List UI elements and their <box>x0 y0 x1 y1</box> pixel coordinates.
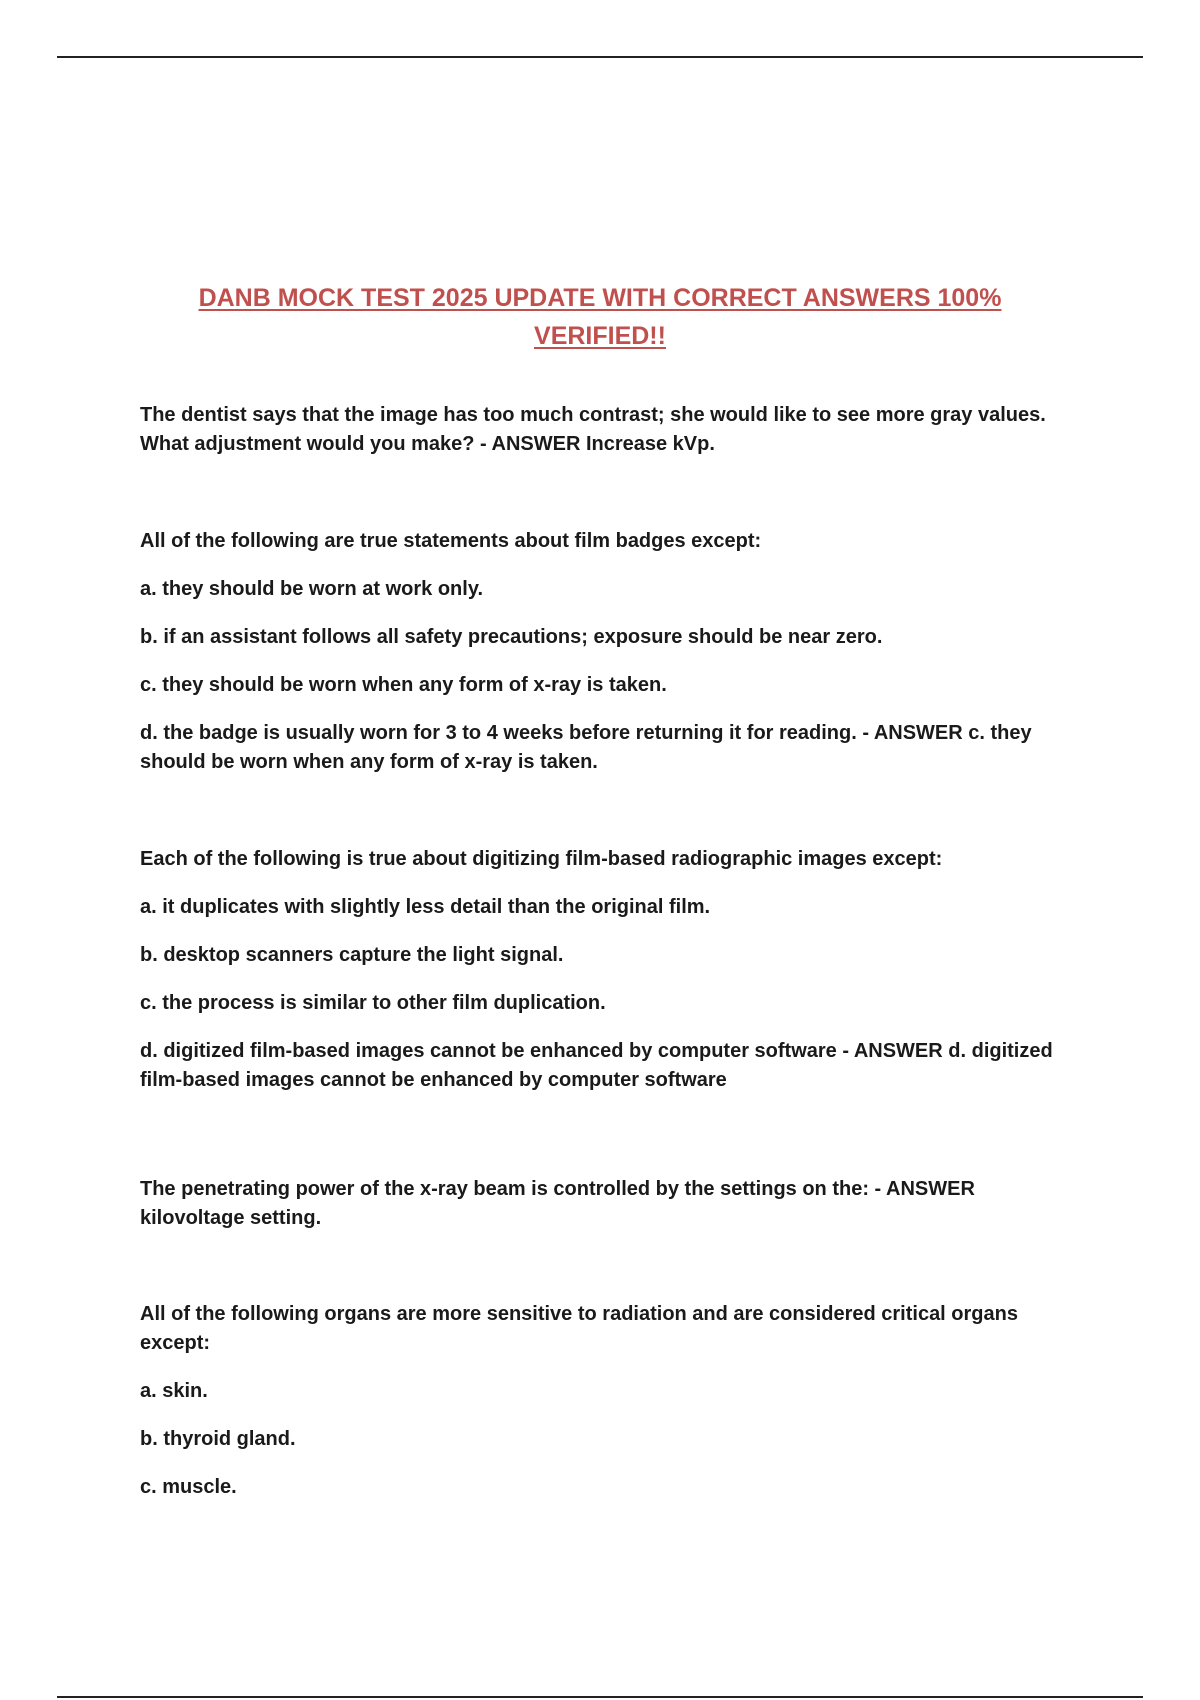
question-3-option-c: c. the process is similar to other film duplication. <box>140 992 606 1014</box>
question-1 <box>140 401 1060 459</box>
question-2-option-b: b. if an assistant follows all safety precautions; exposure should be near zero. <box>140 626 883 648</box>
question-2-option-d: d. the badge is usually worn for 3 to 4 weeks before returning it for reading. - ANSWER c. they should be worn when any form of x-ray is taken. <box>140 722 1032 773</box>
question-2-option-a: a. they should be worn at work only. <box>140 578 484 600</box>
question-5 <box>140 1300 1060 1502</box>
question-3 <box>140 845 1060 1095</box>
question-3-text: Each of the following is true about digitizing film-based radiographic images except: <box>140 848 943 870</box>
document-body <box>140 401 1060 1502</box>
question-2 <box>140 527 1060 777</box>
question-2-text: All of the following are true statements about film badges except: <box>140 530 762 552</box>
spacer <box>140 1233 1060 1300</box>
page-title: DANB MOCK TEST 2025 UPDATE WITH CORRECT ANSWERS 100% VERIFIED!! <box>198 283 1002 350</box>
spacer <box>140 777 1060 845</box>
question-5-option-a: a. skin. <box>140 1380 208 1402</box>
question-3-option-a: a. it duplicates with slightly less detail than the original film. <box>140 896 711 918</box>
question-4 <box>140 1175 1060 1233</box>
question-5-option-b: b. thyroid gland. <box>140 1428 296 1450</box>
bottom-rule <box>57 1696 1143 1698</box>
question-1-text: The dentist says that the image has too much contrast; she would like to see more gray values. What adjustment would you make? - ANSWER Increase kVp. <box>140 404 1046 455</box>
question-5-option-c: c. muscle. <box>140 1476 237 1498</box>
question-5-text: All of the following organs are more sensitive to radiation and are considered critical organs except: <box>140 1303 1018 1354</box>
spacer <box>140 459 1060 527</box>
question-4-text: The penetrating power of the x-ray beam is controlled by the settings on the: - ANSWER kilovoltage setting. <box>140 1178 975 1229</box>
question-3-option-b: b. desktop scanners capture the light signal. <box>140 944 564 966</box>
question-2-option-c: c. they should be worn when any form of x-ray is taken. <box>140 674 667 696</box>
question-3-option-d: d. digitized film-based images cannot be enhanced by computer software - ANSWER d. digitized film-based images cannot be enhanced by computer software <box>140 1040 1053 1091</box>
top-rule <box>57 56 1143 58</box>
spacer <box>140 1095 1060 1175</box>
